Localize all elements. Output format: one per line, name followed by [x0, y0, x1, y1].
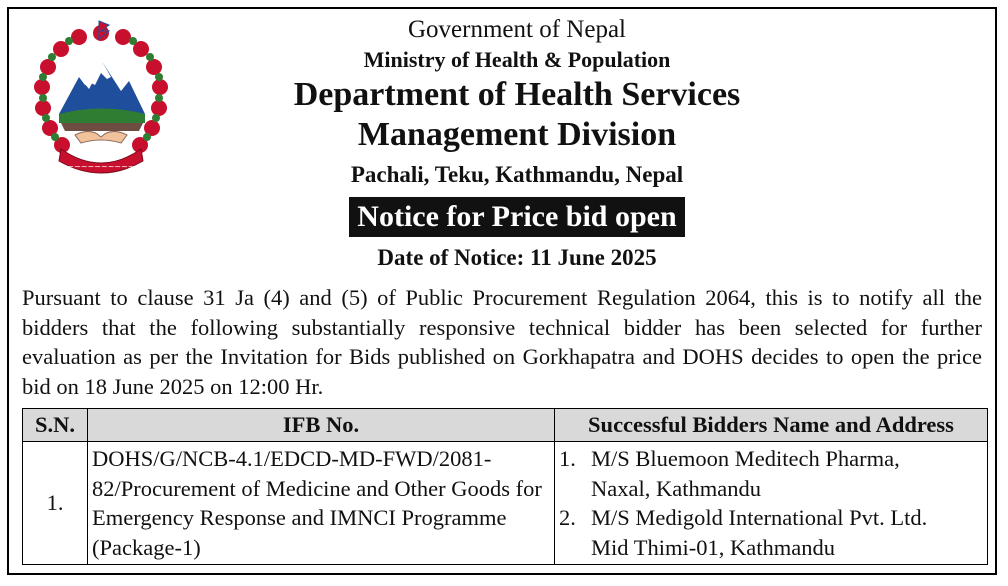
bidder-list [559, 444, 983, 562]
bidder-number: 2. [559, 505, 576, 530]
bidders-table [22, 408, 988, 565]
table-header-row [23, 409, 988, 442]
government-name: Government of Nepal [408, 16, 626, 43]
header-sn: S.N. [23, 409, 88, 442]
division-name: Management Division [357, 116, 677, 153]
department-name: Department of Health Services [293, 76, 741, 113]
row-ifb: DOHS/G/NCB-4.1/EDCD-MD-FWD/2081-82/Procurement of Medicine and Other Goods for Emergency Response and IMNCI Programme (Package-1) [88, 442, 555, 565]
bidder-number: 1. [559, 446, 576, 471]
list-item [559, 444, 983, 503]
table-row [23, 442, 988, 565]
office-address: Pachali, Teku, Kathmandu, Nepal [350, 162, 684, 187]
header-ifb: IFB No. [88, 409, 555, 442]
letterhead [9, 15, 995, 273]
bidder-address: Mid Thimi-01, Kathmandu [591, 534, 835, 560]
list-item [559, 503, 983, 562]
notice-title: Notice for Price bid open [349, 197, 684, 237]
notice-body: Pursuant to clause 31 Ja (4) and (5) of Public Procurement Regulation 2064, this is to notify all the bidders that the following substantially responsive technical bidder has been selected for further evaluation as per the Invitation for Bids published on Gorkhapatra and DOHS decides to open the price bid on 18 June 2025 on 12:00 Hr. [22, 285, 982, 399]
notice-page [7, 7, 997, 575]
bidder-address: Naxal, Kathmandu [591, 475, 761, 501]
row-bidders [555, 442, 988, 565]
header-bidders: Successful Bidders Name and Address [555, 409, 988, 442]
ministry-name: Ministry of Health & Population [363, 47, 671, 72]
svg-text:~~~~~~~~~~~~: ~~~~~~~~~~~~ [60, 162, 142, 171]
bidder-name: M/S Bluemoon Meditech Pharma, [591, 446, 900, 471]
notice-date: Date of Notice: 11 June 2025 [377, 245, 657, 270]
row-sn: 1. [23, 442, 88, 565]
bidder-name: M/S Medigold International Pvt. Ltd. [591, 505, 928, 530]
